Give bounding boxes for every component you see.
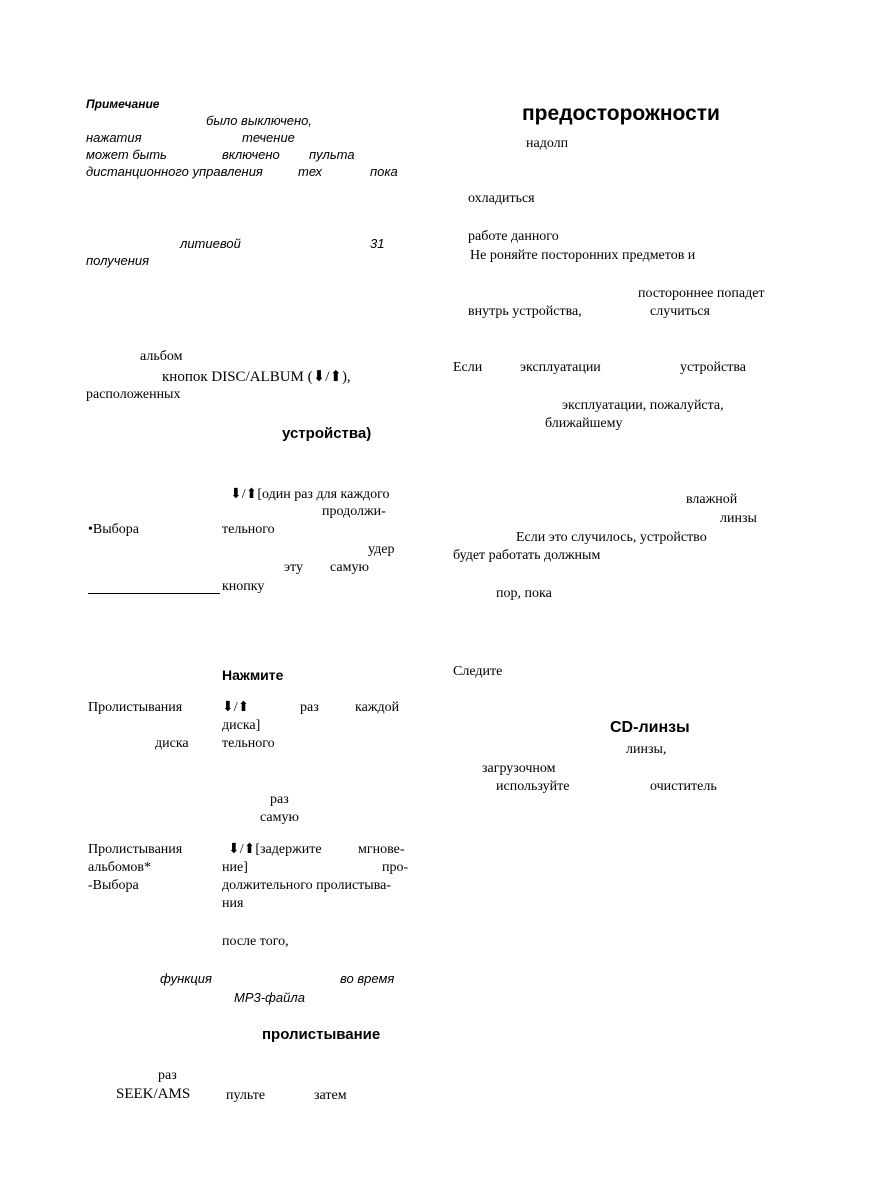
- note-line: нажатия: [86, 130, 142, 145]
- right-line: внутрь устройства,: [468, 304, 582, 319]
- skip-line: тельного: [222, 522, 275, 537]
- album-row-text: мгнове-: [358, 842, 405, 857]
- scroll-heading: пролистывание: [262, 1026, 381, 1043]
- right-line: случиться: [650, 304, 710, 319]
- right-line: работе данного: [468, 229, 559, 244]
- battery-line: литиевой: [180, 236, 241, 251]
- right-line: будет работать должным: [453, 548, 601, 563]
- skip-label: •Выбора: [88, 522, 139, 537]
- disc-row-label: диска: [155, 736, 189, 751]
- mp3-line: во время: [340, 971, 395, 986]
- skip-line: продолжи-: [322, 504, 386, 519]
- note-line: дистанционного управления: [86, 164, 263, 179]
- right-line: Если: [453, 360, 483, 375]
- bottom-line: SEEK/AMS: [116, 1086, 191, 1102]
- album-row-text: про-: [382, 860, 409, 875]
- skip-line: самую: [330, 560, 369, 575]
- album-row-text: ⬇/⬆[задержите: [228, 842, 322, 857]
- right-line: надолп: [526, 136, 569, 151]
- mp3-line: функция: [160, 971, 212, 986]
- disc-row-text: каждой: [355, 700, 400, 715]
- skip-line: ⬇/⬆[один раз для каждого: [230, 487, 390, 502]
- album-row-text: должительного пролистыва-: [222, 878, 392, 893]
- lens-line: используйте: [496, 779, 570, 794]
- note-line: может быть: [86, 147, 167, 162]
- right-line: Если это случилось, устройство: [516, 530, 707, 545]
- right-line: линзы: [720, 511, 757, 526]
- note-line: пульта: [309, 147, 355, 162]
- blank-rule: [88, 593, 220, 594]
- right-line: пор, пока: [496, 586, 552, 601]
- disc-row-text: самую: [260, 810, 299, 825]
- battery-line: получения: [86, 253, 150, 268]
- mp3-line: МР3-файла: [234, 990, 305, 1005]
- disc-row-text: тельного: [222, 736, 275, 751]
- disc-row-text: раз: [270, 792, 289, 807]
- lens-line: линзы,: [626, 742, 667, 757]
- right-line: влажной: [686, 492, 738, 507]
- precautions-heading: предосторожности: [522, 102, 720, 125]
- disc-row-label: Пролистывания: [88, 700, 183, 715]
- album-row-label: Пролистывания: [88, 842, 183, 857]
- album-row-label: альбомов*: [88, 860, 152, 875]
- device-heading: устройства): [282, 425, 372, 442]
- disc-row-text: раз: [300, 700, 319, 715]
- album-line: кнопок DISC/ALBUM (⬇/⬆),: [162, 369, 351, 385]
- right-line: устройства: [680, 360, 746, 375]
- right-line: охладиться: [468, 191, 535, 206]
- right-line: эксплуатации: [520, 360, 601, 375]
- note-line: включено: [222, 147, 280, 162]
- album-line: расположенных: [86, 387, 181, 402]
- bottom-line: пульте: [226, 1088, 266, 1103]
- note-line: пока: [370, 164, 398, 179]
- note-line: было выключено,: [206, 113, 313, 128]
- album-row-text: после того,: [222, 934, 289, 949]
- battery-line: 31: [370, 236, 385, 251]
- right-line: Следите: [453, 664, 503, 679]
- album-line: альбом: [140, 349, 183, 364]
- album-row-label: -Выбора: [88, 878, 139, 893]
- note-heading: Примечание: [86, 97, 160, 111]
- note-line: течение: [242, 130, 295, 145]
- skip-line: эту: [284, 560, 303, 575]
- disc-row-arrows: ⬇/⬆: [222, 700, 250, 715]
- lens-heading: CD-линзы: [610, 719, 690, 736]
- album-row-text: ние]: [222, 860, 248, 875]
- press-heading: Нажмите: [222, 667, 284, 683]
- right-line: постороннее попадет: [638, 286, 765, 301]
- lens-line: очиститель: [650, 779, 717, 794]
- skip-line: кнопку: [222, 579, 265, 594]
- skip-line: удер: [368, 542, 395, 557]
- right-line: ближайшему: [545, 416, 623, 431]
- bottom-line: раз: [158, 1068, 177, 1083]
- right-line: Не роняйте посторонних предметов и: [470, 248, 696, 263]
- disc-row-text: диска]: [222, 718, 261, 733]
- right-line: эксплуатации, пожалуйста,: [562, 398, 724, 413]
- lens-line: загрузочном: [482, 761, 556, 776]
- note-line: тех: [298, 164, 322, 179]
- bottom-line: затем: [314, 1088, 347, 1103]
- album-row-text: ния: [222, 896, 244, 911]
